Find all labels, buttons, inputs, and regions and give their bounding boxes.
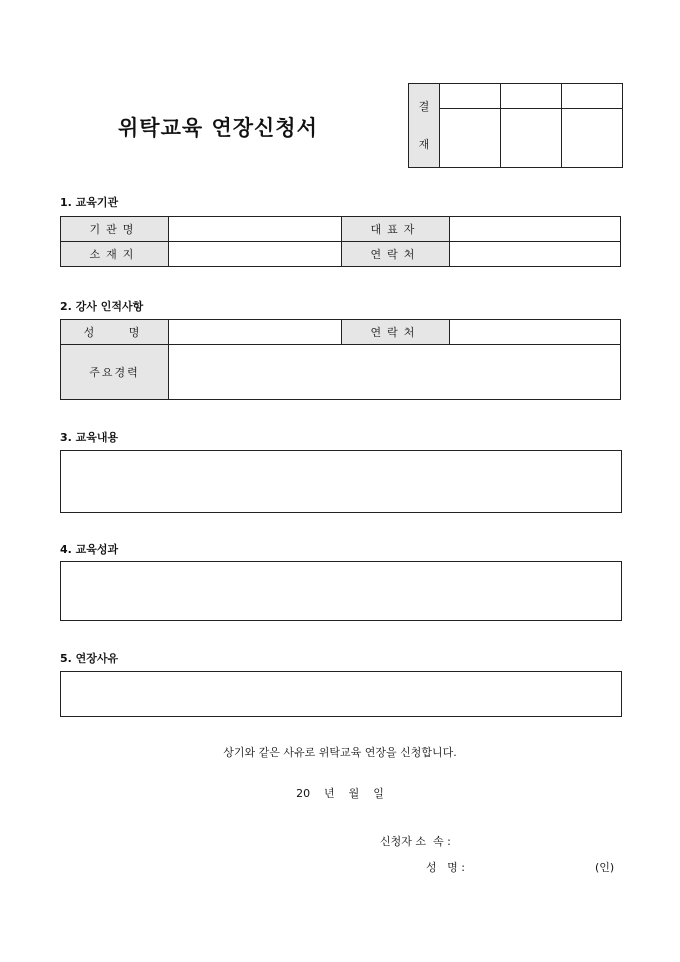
approval-header-cell[interactable]: [562, 84, 623, 109]
institution-table: [60, 216, 621, 267]
approval-label-top: 결: [418, 99, 430, 113]
representative-label: 대표자: [342, 217, 450, 242]
career-field[interactable]: [169, 345, 621, 400]
approval-sign-cell[interactable]: [501, 109, 562, 168]
approval-label: [409, 84, 440, 168]
statement-text: 상기와 같은 사유로 위탁교육 연장을 신청합니다.: [223, 746, 457, 759]
career-label: 주요경력: [61, 345, 169, 400]
education-result-box[interactable]: [60, 561, 622, 621]
representative-field[interactable]: [450, 217, 621, 242]
document-title: 위탁교육 연장신청서: [118, 115, 318, 140]
instructor-contact-label: 연락처: [342, 320, 450, 345]
approval-header-cell[interactable]: [440, 84, 501, 109]
section-3-heading: 3. 교육내용: [60, 431, 119, 444]
seal-mark: (인): [595, 861, 615, 874]
approval-sign-cell[interactable]: [440, 109, 501, 168]
address-field[interactable]: [169, 242, 342, 267]
institution-contact-field[interactable]: [450, 242, 621, 267]
approval-header-cell[interactable]: [501, 84, 562, 109]
instructor-contact-field[interactable]: [450, 320, 621, 345]
address-label: 소재지: [61, 242, 169, 267]
instructor-name-label: 성 명: [61, 320, 169, 345]
instructor-name-field[interactable]: [169, 320, 342, 345]
applicant-name-label: 성 명 :: [426, 861, 465, 874]
date-line: 20 년 월 일: [296, 787, 384, 800]
institution-contact-label: 연락처: [342, 242, 450, 267]
applicant-affiliation-label: 신청자 소 속 :: [380, 835, 451, 848]
education-content-box[interactable]: [60, 450, 622, 513]
section-4-heading: 4. 교육성과: [60, 543, 119, 556]
section-5-heading: 5. 연장사유: [60, 652, 119, 665]
extension-reason-box[interactable]: [60, 671, 622, 717]
approval-sign-cell[interactable]: [562, 109, 623, 168]
section-1-heading: 1. 교육기관: [60, 196, 119, 209]
approval-table: [408, 83, 623, 168]
institution-name-field[interactable]: [169, 217, 342, 242]
approval-label-bottom: 재: [418, 137, 430, 151]
instructor-table: [60, 319, 621, 400]
section-2-heading: 2. 강사 인적사항: [60, 300, 144, 313]
institution-name-label: 기관명: [61, 217, 169, 242]
